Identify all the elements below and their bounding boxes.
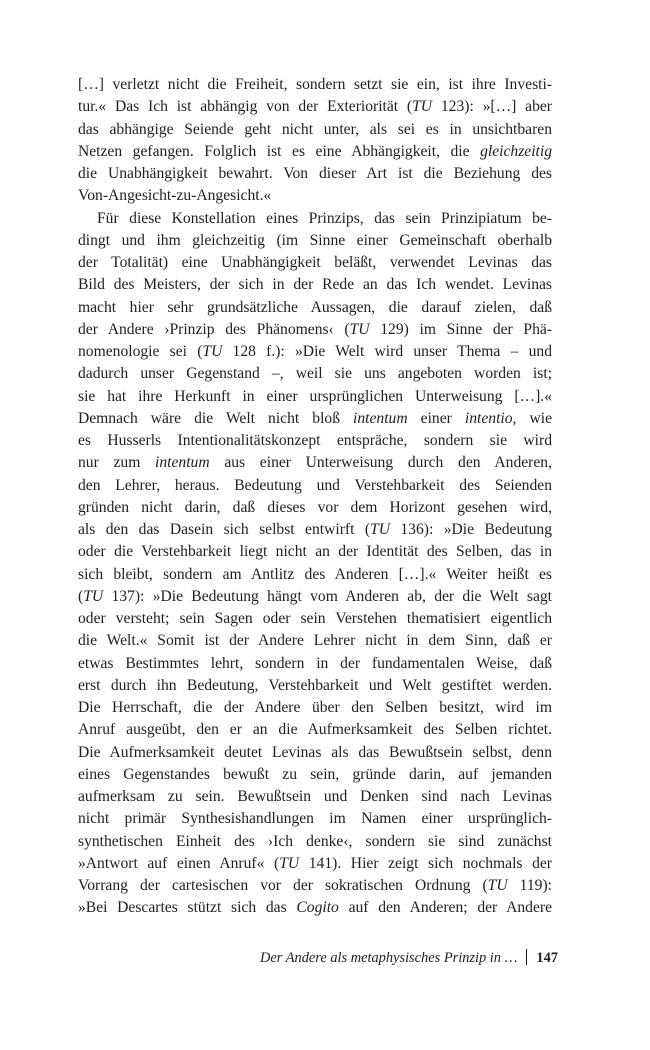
text-segment: 123): »[…] aber: [432, 98, 552, 116]
text-line: [78, 208, 552, 230]
running-title: Der Andere als metaphysisches Prinzip in …: [259, 950, 518, 966]
text-segment: nur zum: [78, 454, 156, 472]
text-line: [78, 808, 552, 830]
text-segment: Netzen gefangen. Folglich ist es eine Abhängigkeit, die: [78, 142, 481, 160]
italic-text: gleichzeitig: [480, 142, 552, 160]
text-segment: eines Gegenstandes bewußt zu sein, gründe darin, auf jemanden: [78, 765, 552, 783]
text-line: [78, 74, 552, 96]
text-line: [78, 408, 552, 430]
text-segment: nomenologie sei (: [78, 343, 203, 360]
text-line: [78, 319, 552, 341]
text-segment: die Unabhängigkeit bewahrt. Von dieser Art ist die Beziehung des: [78, 165, 552, 182]
text-line: [78, 341, 552, 363]
text-line: [78, 274, 552, 296]
text-line: [78, 475, 552, 497]
text-segment: »Bei Descartes stützt sich das: [78, 899, 297, 917]
text-line: [78, 697, 552, 719]
footer-separator: [526, 949, 527, 965]
running-footer: [260, 948, 558, 968]
text-line: [78, 363, 552, 385]
text-line: [78, 719, 552, 741]
text-line: [78, 653, 552, 675]
text-segment: (: [78, 587, 84, 605]
text-line: [78, 608, 552, 630]
text-segment: 128 f.): »Die Welt wird unser Thema – und: [222, 343, 552, 360]
text-line: [78, 141, 552, 163]
italic-text: TU: [83, 587, 104, 605]
text-line: [78, 875, 552, 897]
text-segment: die Welt.« Somit ist der Andere Lehrer nicht in dem Sinn, daß er: [78, 632, 552, 650]
text-line: [78, 564, 552, 586]
text-line: [78, 452, 552, 474]
text-segment: 141). Hier zeigt sich nochmals der: [299, 854, 552, 872]
text-line: [78, 586, 552, 608]
text-line: [78, 163, 552, 185]
text-segment: einer: [407, 409, 465, 427]
italic-text: intentio: [464, 409, 513, 427]
text-segment: dadurch unser Gegenstand –, weil sie uns angeboten worden ist;: [78, 365, 552, 383]
text-segment: 136): »Die Bedeutung: [389, 521, 552, 538]
text-segment: Die Herrschaft, die der Andere über den Selben besitzt, wird im: [78, 699, 552, 716]
text-line: [78, 742, 552, 764]
text-segment: […] verletzt nicht die Freiheit, sondern setzt sie ein, ist ihre Investi-: [78, 76, 552, 93]
text-segment: tur.« Das Ich ist abhängig von der Exteriorität (: [78, 98, 413, 116]
text-segment: oder die Verstehbarkeit liegt nicht an der Identität des Selben, das in: [78, 543, 552, 561]
text-segment: auf den Anderen; der Andere: [338, 899, 552, 917]
text-line: [78, 519, 552, 541]
text-segment: der Totalität) eine Unabhängigkeit beläßt, verwendet Levinas das: [78, 254, 552, 271]
text-segment: Die Aufmerksamkeit deutet Levinas als das Bewußtsein selbst, denn: [78, 743, 552, 761]
text-segment: Vorrang der cartesischen vor der sokratischen Ordnung (: [78, 877, 488, 894]
text-segment: es Husserls Intentionalitätskonzept entspräche, sondern sie wird: [78, 432, 552, 449]
text-segment: Bild des Meisters, der sich in der Rede an das Ich wendet. Levinas: [78, 276, 552, 294]
text-line: [78, 185, 552, 207]
text-segment: nicht primär Synthesishandlungen im Namen einer ursprünglich-: [78, 810, 552, 828]
text-line: [78, 119, 552, 141]
italic-text: TU: [412, 98, 433, 116]
text-segment: macht hier sehr grundsätzliche Aussagen, die darauf zielen, daß: [78, 298, 552, 316]
text-line: [78, 897, 552, 919]
text-segment: den Lehrer, heraus. Bedeutung und Verstehbarkeit des Seienden: [78, 476, 552, 494]
text-line: [78, 853, 552, 875]
text-segment: erst durch ihn Bedeutung, Verstehbarkeit und Welt gestiftet werden.: [78, 676, 552, 694]
text-segment: , wie: [512, 409, 553, 427]
italic-text: Cogito: [296, 899, 339, 917]
italic-text: TU: [202, 343, 223, 360]
text-line: [78, 430, 552, 452]
text-line: [78, 630, 552, 652]
text-segment: als den das Dasein sich selbst entwirft (: [78, 521, 371, 538]
text-line: [78, 386, 552, 408]
text-segment: 119):: [507, 877, 552, 894]
text-segment: 129) im Sinne der Phä-: [369, 320, 552, 338]
text-segment: Demnach wäre die Welt nicht bloß: [78, 409, 354, 427]
text-segment: der Andere ›Prinzip des Phänomens‹ (: [78, 320, 350, 338]
text-segment: aufmerksam zu sein. Bewußtsein und Denken sind nach Levinas: [78, 788, 552, 805]
text-line: [78, 831, 552, 853]
text-segment: Von-Angesicht-zu-Angesicht.«: [78, 187, 272, 205]
text-segment: »Antwort auf einen Anruf« (: [78, 854, 280, 872]
page-number: 147: [536, 950, 558, 966]
text-segment: etwas Bestimmtes lehrt, sondern in der fundamentalen Weise, daß: [78, 654, 552, 672]
italic-text: TU: [370, 521, 390, 538]
text-line: [78, 786, 552, 808]
text-segment: sich bleibt, sondern am Antlitz des Anderen […].« Weiter heißt es: [78, 565, 552, 583]
italic-text: TU: [279, 854, 300, 872]
body-text: [78, 74, 552, 920]
italic-text: intentum: [155, 454, 210, 472]
text-line: [78, 497, 552, 519]
text-segment: Für diese Konstellation eines Prinzips, das sein Prinzipiatum be-: [97, 209, 552, 227]
italic-text: intentum: [353, 409, 408, 427]
text-line: [78, 96, 552, 118]
text-segment: gründen nicht darin, daß dieses vor dem Horizont gesehen wird,: [78, 498, 552, 516]
text-segment: das abhängige Seiende geht nicht unter, als sei es in unsichtbaren: [78, 120, 552, 138]
text-line: [78, 541, 552, 563]
text-line: [78, 297, 552, 319]
text-segment: oder versteht; sein Sagen oder sein Verstehen thematisiert eigentlich: [78, 610, 552, 627]
text-line: [78, 764, 552, 786]
text-segment: aus einer Unterweisung durch den Anderen,: [209, 454, 552, 472]
italic-text: TU: [349, 320, 370, 338]
italic-text: TU: [487, 877, 508, 894]
text-line: [78, 675, 552, 697]
text-segment: 137): »Die Bedeutung hängt vom Anderen ab, der die Welt sagt: [103, 587, 552, 605]
text-segment: synthetischen Einheit des ›Ich denke‹, sondern sie sind zunächst: [78, 832, 552, 850]
text-line: [78, 230, 552, 252]
text-segment: dingt und ihm gleichzeitig (im Sinne einer Gemeinschaft oberhalb: [78, 231, 552, 249]
text-segment: Anruf ausgeübt, den er an die Aufmerksamkeit des Selben richtet.: [78, 721, 552, 739]
text-segment: sie hat ihre Herkunft in einer ursprünglichen Unterweisung […].«: [78, 387, 552, 405]
text-line: [78, 252, 552, 274]
